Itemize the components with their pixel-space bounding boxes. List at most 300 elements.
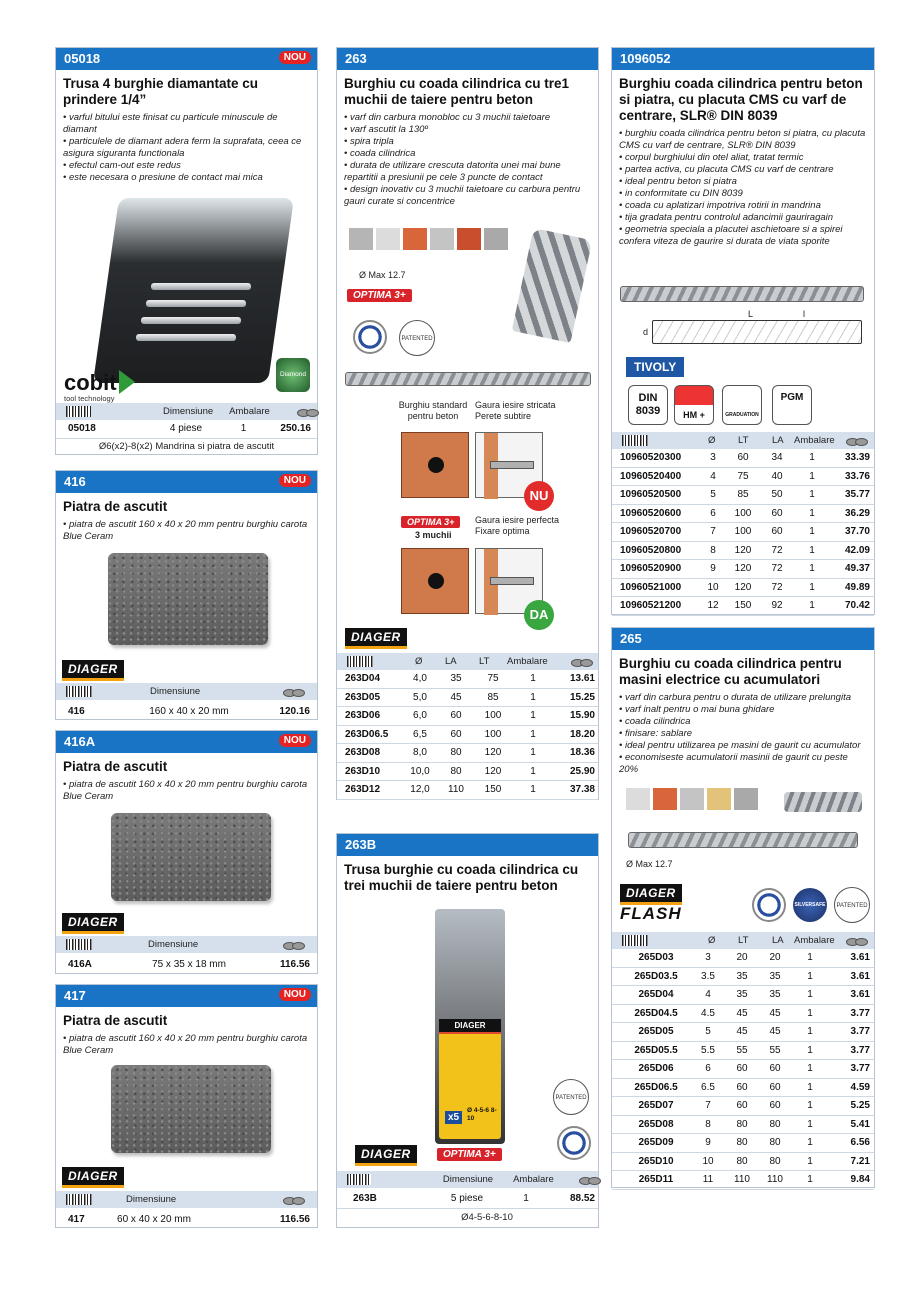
row-code: 416A	[68, 958, 92, 970]
row-price: 3.77	[850, 1063, 870, 1075]
product-code: 416A	[64, 734, 96, 749]
cobit-arrow-icon	[119, 370, 135, 394]
product-card-417	[55, 984, 318, 1228]
col-lt: LT	[738, 435, 749, 446]
row-price: 5.25	[850, 1100, 870, 1112]
price-icon	[282, 940, 304, 950]
table-row	[612, 449, 874, 468]
product-title: Trusa 4 burghie diamantate cu prindere 1/4”	[63, 76, 259, 107]
row-d: 6	[705, 1063, 711, 1075]
barcode-icon	[622, 935, 648, 946]
feature-item: • ideal pentru beton si piatra	[619, 176, 867, 188]
row-price: 116.56	[279, 958, 310, 970]
row-lt: 60	[736, 1081, 748, 1093]
brand-logo-diager: DIAGER	[620, 884, 682, 905]
row-price: 120.16	[279, 705, 310, 717]
barcode-icon	[66, 686, 92, 697]
new-badge: NOU	[279, 51, 311, 64]
row-lt: 150	[734, 600, 752, 612]
row-la: 40	[771, 470, 783, 482]
row-d: 5	[705, 1026, 711, 1038]
row-code: 10960521000	[620, 581, 682, 593]
table-row	[337, 689, 598, 708]
card-header	[612, 628, 874, 650]
wall-optima-image	[401, 548, 469, 614]
row-price: 25.90	[569, 765, 595, 777]
table-header	[56, 936, 317, 953]
product-card-263B	[336, 833, 599, 1228]
patented-icon	[399, 320, 435, 356]
row-code: 10960521200	[620, 600, 682, 612]
row-code: 10960520400	[620, 470, 682, 482]
table-row	[612, 1097, 874, 1116]
row-lt: 60	[736, 1100, 748, 1112]
row-lt: 150	[484, 784, 502, 796]
row-price: 116.56	[279, 1213, 310, 1225]
product-code: 05018	[64, 51, 101, 66]
product-code: 416	[64, 474, 86, 489]
row-amb: 1	[809, 526, 815, 538]
row-price: 250.16	[280, 423, 311, 435]
barcode-icon	[66, 1194, 92, 1205]
col-dimension: Dimensiune	[163, 406, 214, 417]
row-la: 80	[769, 1155, 781, 1167]
table-note: Ø4-5-6-8-10	[461, 1212, 513, 1223]
yes-mark: DA	[524, 600, 554, 630]
feature-item: • spira tripla	[344, 136, 591, 148]
table-body	[337, 670, 598, 800]
row-lt: 100	[734, 507, 752, 519]
row-d: 10	[702, 1155, 714, 1167]
optima-logo: OPTIMA 3+	[437, 1148, 502, 1161]
feature-item: • ideal pentru utilizarea pe masini de gaurit cu acumulator	[619, 740, 867, 752]
col-packaging: Ambalare	[229, 406, 270, 417]
row-code: 10960520600	[620, 507, 682, 519]
product-card-05018	[55, 47, 318, 455]
table-row	[56, 955, 317, 974]
row-price: 35.77	[844, 489, 870, 501]
row-lt: 80	[736, 1137, 748, 1149]
case-shape	[93, 198, 294, 383]
feature-item: • varf din carbura pentru o durata de utilizare prelungita	[619, 692, 867, 704]
product-code: 1096052	[620, 51, 671, 66]
pgm-icon: PGM	[772, 385, 812, 425]
row-price: 6.56	[850, 1137, 870, 1149]
row-price: 88.52	[569, 1193, 595, 1205]
block-icon	[484, 228, 508, 250]
row-d: 7	[705, 1100, 711, 1112]
table-row	[612, 1042, 874, 1061]
brand-logo-tivoly: TIVOLY	[626, 357, 684, 377]
row-lt: 75	[487, 673, 499, 685]
row-la: 60	[769, 1100, 781, 1112]
granite-icon	[349, 228, 373, 250]
bit-shape	[141, 317, 241, 324]
drill-bit-image	[628, 832, 858, 848]
col-dimension: Dimensiune	[150, 686, 201, 697]
optima-logo: OPTIMA 3+	[347, 289, 412, 302]
row-code: 263D12	[345, 784, 381, 796]
new-badge: NOU	[279, 734, 311, 747]
row-la: 34	[771, 452, 783, 464]
row-lt: 45	[736, 1007, 748, 1019]
feature-item: • particulele de diamant adera ferm la suprafata, ceea ce asigura siguranta functionala	[63, 136, 310, 160]
row-amb: 1	[530, 728, 536, 740]
row-la: 60	[769, 1063, 781, 1075]
row-amb: 1	[807, 1026, 813, 1038]
product-code: 417	[64, 988, 86, 1003]
row-amb: 1	[809, 544, 815, 556]
row-amb: 1	[807, 989, 813, 1001]
table-row	[612, 597, 874, 616]
row-la: 60	[771, 507, 783, 519]
row-amb: 1	[530, 673, 536, 685]
row-lt: 45	[736, 1026, 748, 1038]
feature-item: • geometria speciala a placutei aschietoare si a spirei confera viteza de gaurire si durata de viata sporite	[619, 224, 867, 248]
col-packaging: Ambalare	[513, 1174, 554, 1185]
col-packaging: Ambalare	[794, 435, 835, 446]
table-row	[612, 1134, 874, 1153]
three-edges-label: 3 muchii	[415, 530, 452, 540]
row-lt: 120	[734, 563, 752, 575]
row-price: 3.77	[850, 1007, 870, 1019]
feature-item: • corpul burghiului din otel aliat, tratat termic	[619, 152, 867, 164]
wall-standard-image	[401, 432, 469, 498]
feature-item: • economiseste acumulatorii masinii de gaurit cu peste 20%	[619, 752, 867, 776]
row-amb: 1	[530, 747, 536, 759]
stone-icon	[626, 788, 650, 810]
feature-item: • varful bitului este finisat cu particule minuscule de diamant	[63, 112, 310, 136]
product-code: 265	[620, 631, 642, 646]
table-row	[612, 1116, 874, 1135]
row-d: 6	[710, 507, 716, 519]
product-card-416A	[55, 730, 318, 974]
row-price: 36.29	[844, 507, 870, 519]
feature-item: • varf inalt pentru o mai buna ghidare	[619, 704, 867, 716]
product-image-bit-case	[101, 188, 291, 388]
row-dimension: 60 x 40 x 20 mm	[117, 1213, 191, 1225]
feature-item: • efectul cam-out este redus	[63, 160, 310, 172]
row-la: 72	[771, 563, 783, 575]
row-price: 18.36	[569, 747, 595, 759]
col-diameter: Ø	[415, 656, 423, 667]
feature-item: • tija gradata pentru controlul adancimii gauriragain	[619, 212, 867, 224]
brand-logo-diager: DIAGER	[62, 1167, 124, 1188]
drill-tip-image	[512, 228, 593, 343]
row-la: 92	[771, 600, 783, 612]
price-icon	[296, 407, 317, 417]
table-header	[612, 432, 874, 449]
col-dimension: Dimensiune	[442, 1174, 494, 1185]
row-dimension: 75 x 35 x 18 mm	[152, 958, 226, 970]
row-lt: 100	[484, 710, 502, 722]
feature-item: • design inovativ cu 3 muchii taietoare cu carbura pentru gauri curate si concentrice	[344, 184, 591, 208]
price-icon	[845, 936, 867, 946]
row-la: 80	[769, 1118, 781, 1130]
row-code: 05018	[68, 423, 96, 435]
row-dimension: 5 piese	[450, 1193, 484, 1205]
row-price: 3.77	[850, 1044, 870, 1056]
col-la: LA	[772, 935, 784, 946]
col-dimension: Dimensiune	[126, 1194, 177, 1205]
product-title: Piatra de ascutit	[63, 1013, 168, 1028]
row-la: 110	[767, 1174, 783, 1186]
hm-plus-icon: HM +	[674, 385, 714, 425]
material-icons	[349, 228, 511, 255]
pack-count: x5	[445, 1111, 462, 1124]
row-lt: 120	[734, 544, 752, 556]
row-d: 6,0	[413, 710, 427, 722]
price-icon	[282, 1195, 304, 1205]
feature-item: • coada cilindrica	[619, 716, 867, 728]
row-code: 265D11	[638, 1174, 674, 1186]
row-price: 3.61	[850, 970, 870, 982]
row-code: 265D04	[638, 989, 674, 1001]
row-la: 45	[450, 691, 462, 703]
row-code: 263D05	[345, 691, 381, 703]
table-row	[612, 579, 874, 598]
table-row	[612, 1060, 874, 1079]
barcode-icon	[622, 435, 648, 446]
row-la: 60	[771, 526, 783, 538]
row-la: 35	[450, 673, 462, 685]
card-header	[56, 471, 317, 493]
table-row	[612, 560, 874, 579]
product-card-1096052	[611, 47, 875, 615]
row-price: 5.41	[850, 1118, 870, 1130]
france-badge-icon	[557, 1126, 591, 1160]
row-d: 4,0	[413, 673, 427, 685]
patented-icon	[834, 887, 870, 923]
table-row	[337, 744, 598, 763]
drill-bit-image	[345, 372, 591, 386]
material-icons	[626, 788, 761, 815]
row-d: 8	[710, 544, 716, 556]
brand-logo-cobit	[64, 370, 135, 403]
row-code: 263D06	[345, 710, 381, 722]
col-dimension: Dimensiune	[148, 939, 199, 950]
table-header	[337, 1171, 598, 1188]
brand-logo-diager: DIAGER	[62, 660, 124, 681]
row-amb: 1	[530, 784, 536, 796]
col-lt: LT	[738, 935, 749, 946]
table-header	[337, 653, 598, 670]
row-code: 263D10	[345, 765, 381, 777]
row-la: 35	[769, 989, 781, 1001]
row-code: 10960520500	[620, 489, 682, 501]
row-lt: 85	[737, 489, 749, 501]
row-d: 5	[710, 489, 716, 501]
row-d: 3	[705, 952, 711, 964]
row-code: 265D03.5	[634, 970, 678, 982]
row-d: 4	[705, 989, 711, 1001]
row-lt: 35	[736, 989, 748, 1001]
table-body	[612, 449, 874, 616]
table-row	[612, 468, 874, 487]
row-code: 263B	[353, 1193, 377, 1205]
feature-list	[56, 112, 317, 184]
row-lt: 120	[484, 747, 502, 759]
table-row	[337, 781, 598, 800]
table-row	[612, 542, 874, 561]
patented-label: PATENTED	[401, 336, 433, 342]
row-lt: 35	[736, 970, 748, 982]
row-la: 80	[769, 1137, 781, 1149]
brick-icon	[403, 228, 427, 250]
stone-icon	[376, 228, 400, 250]
row-d: 4	[710, 470, 716, 482]
row-d: 11	[702, 1174, 714, 1186]
feature-list	[56, 779, 317, 803]
price-icon	[845, 436, 867, 446]
product-title: Piatra de ascutit	[63, 499, 168, 514]
patented-label: PATENTED	[555, 1095, 587, 1101]
price-icon	[570, 657, 592, 667]
price-icon	[282, 687, 304, 697]
brand-name: cobit	[64, 370, 117, 395]
row-la: 110	[448, 784, 464, 796]
row-amb: 1	[809, 563, 815, 575]
row-lt: 120	[734, 581, 752, 593]
row-dimension: 4 piese	[169, 423, 203, 435]
table-row	[612, 986, 874, 1005]
row-amb: 1	[807, 1118, 813, 1130]
row-la: 80	[450, 765, 462, 777]
table-row	[612, 1079, 874, 1098]
row-la: 72	[771, 581, 783, 593]
table-header	[56, 1191, 317, 1208]
row-lt: 80	[736, 1155, 748, 1167]
row-price: 49.89	[844, 581, 870, 593]
col-packaging: Ambalare	[794, 935, 835, 946]
col-packaging: Ambalare	[507, 656, 548, 667]
feature-list	[337, 112, 598, 208]
row-d: 3	[710, 452, 716, 464]
row-la: 60	[450, 728, 462, 740]
table-row	[337, 707, 598, 726]
row-code: 265D03	[638, 952, 674, 964]
row-la: 50	[771, 489, 783, 501]
row-code: 265D04.5	[634, 1007, 678, 1019]
row-code: 263D08	[345, 747, 381, 759]
row-code: 265D07	[638, 1100, 674, 1112]
product-card-263	[336, 47, 599, 800]
row-amb: 1	[809, 470, 815, 482]
product-card-416	[55, 470, 318, 720]
technical-drawing	[643, 309, 862, 344]
silversafe-badge	[793, 888, 827, 922]
optima-logo-small: OPTIMA 3+	[401, 516, 460, 528]
row-price: 33.76	[844, 470, 870, 482]
sandstone-icon	[707, 788, 731, 810]
table-row	[337, 726, 598, 745]
row-code: 10960520300	[620, 452, 682, 464]
row-la: 80	[450, 747, 462, 759]
row-amb: 1	[807, 1137, 813, 1149]
block-icon	[734, 788, 758, 810]
product-card-265	[611, 627, 875, 1188]
row-amb: 1	[807, 1063, 813, 1075]
product-title: Burghiu cu coada cilindrica pentru masini electrice cu acumulatori	[619, 656, 842, 687]
table-row	[612, 968, 874, 987]
new-badge: NOU	[279, 988, 311, 1001]
feature-item: • varf din carbura monobloc cu 3 muchii taietoare	[344, 112, 591, 124]
row-la: 20	[769, 952, 781, 964]
table-row	[56, 420, 317, 439]
row-code: 265D05	[638, 1026, 674, 1038]
product-image-stone	[111, 1065, 271, 1153]
row-la: 60	[450, 710, 462, 722]
pack-sizes: Ø 4-5-6 8-10	[467, 1107, 497, 1122]
drill-tip-image	[784, 792, 862, 812]
product-image-drill-set	[435, 909, 505, 1144]
patented-icon	[553, 1079, 589, 1115]
row-code: 416	[68, 705, 85, 717]
row-d: 12	[707, 600, 719, 612]
barcode-icon	[66, 406, 91, 417]
row-lt: 60	[736, 1063, 748, 1075]
row-la: 72	[771, 544, 783, 556]
card-header	[56, 985, 317, 1007]
col-diameter: Ø	[708, 935, 716, 946]
row-lt: 60	[737, 452, 749, 464]
table-row	[612, 505, 874, 524]
row-d: 10,0	[410, 765, 430, 777]
row-code: 265D09	[638, 1137, 674, 1149]
drill-bit-image	[620, 286, 864, 302]
table-row	[612, 1005, 874, 1024]
table-row	[612, 523, 874, 542]
new-badge: NOU	[279, 474, 311, 487]
row-price: 3.61	[850, 952, 870, 964]
feature-item: • in conformitate cu DIN 8039	[619, 188, 867, 200]
good-exit-label: Gaura iesire perfecta Fixare optima	[475, 515, 560, 536]
row-lt: 110	[734, 1174, 750, 1186]
row-price: 7.21	[850, 1155, 870, 1167]
row-d: 12,0	[410, 784, 430, 796]
barcode-icon	[347, 656, 373, 667]
card-header	[337, 48, 598, 70]
row-la: 60	[769, 1081, 781, 1093]
row-amb: 1	[530, 710, 536, 722]
pack-brand: DIAGER	[439, 1019, 501, 1034]
row-d: 3.5	[701, 970, 715, 982]
dim-diameter-label: d	[643, 327, 649, 337]
row-code: 417	[68, 1213, 85, 1225]
row-la: 45	[769, 1026, 781, 1038]
row-lt: 100	[734, 526, 752, 538]
france-badge-icon	[353, 320, 387, 354]
col-diameter: Ø	[708, 435, 716, 446]
row-lt: 120	[484, 765, 502, 777]
row-code: 265D10	[638, 1155, 674, 1167]
row-price: 70.42	[844, 600, 870, 612]
table-header	[56, 683, 317, 700]
row-code: 265D05.5	[634, 1044, 678, 1056]
feature-item: • piatra de ascutit 160 x 40 x 20 mm pentru burghiu carota Blue Ceram	[63, 779, 310, 803]
row-amb: 1	[807, 1155, 813, 1167]
product-image-stone	[108, 553, 268, 645]
feature-item: • coada cu aplatizari impotriva rotirii in mandrina	[619, 200, 867, 212]
brand-logo-diager: DIAGER	[355, 1145, 417, 1166]
feature-list	[56, 1033, 317, 1057]
col-la: LA	[445, 656, 457, 667]
row-d: 9	[705, 1137, 711, 1149]
row-code: 10960520700	[620, 526, 682, 538]
diamond-badge-label: Diamond	[279, 371, 306, 378]
barcode-icon	[347, 1174, 371, 1185]
product-code: 263B	[345, 837, 377, 852]
